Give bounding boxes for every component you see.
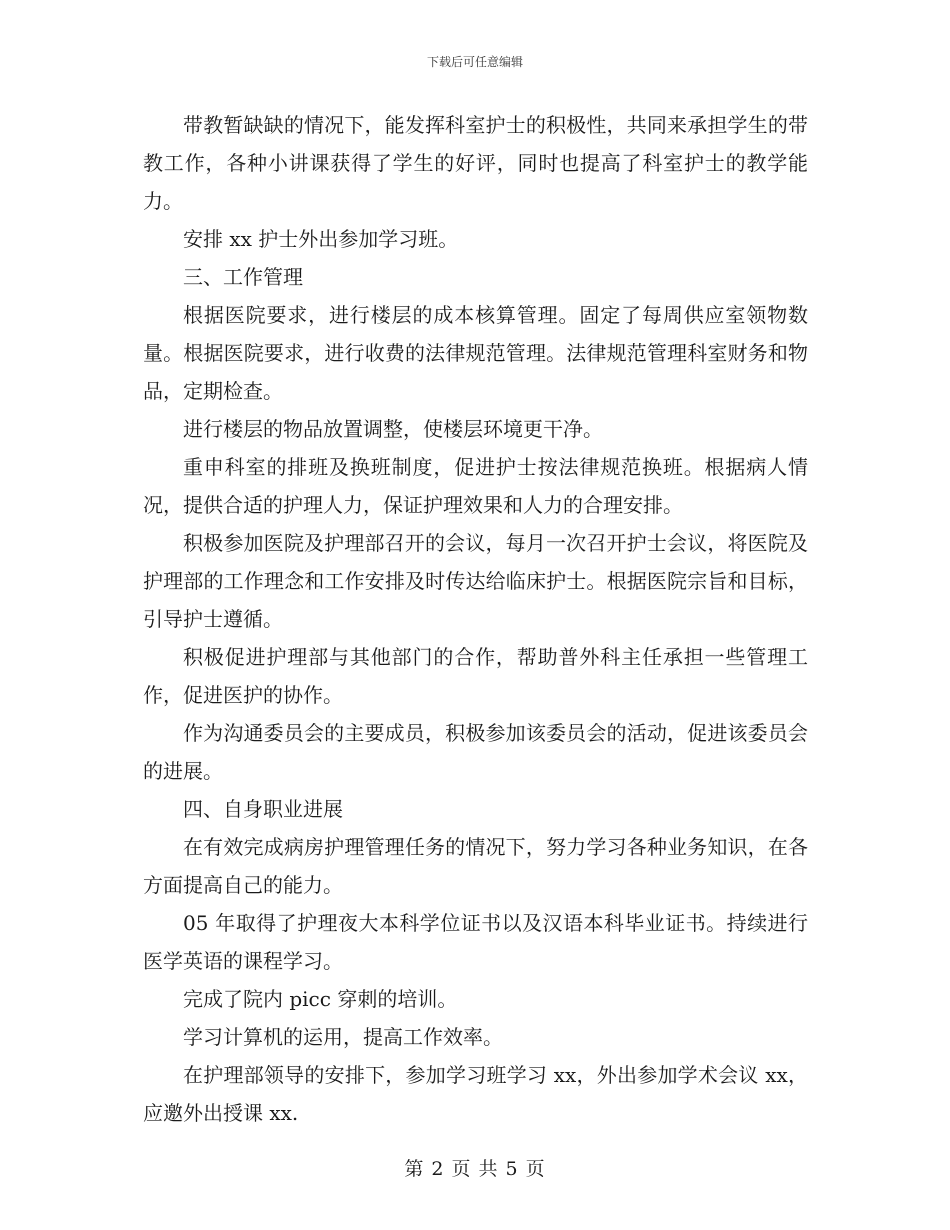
- section-heading: 三、工作管理: [183, 265, 303, 289]
- document-body: [143, 106, 808, 1132]
- paragraph: 积极促进护理部与其他部门的合作，帮助普外科主任承担一些管理工作，促进医护的协作。: [143, 645, 808, 707]
- paragraph: 在有效完成病房护理管理任务的情况下，努力学习各种业务知识，在各方面提高自己的能力。: [143, 835, 808, 897]
- paragraph: 带教暂缺缺的情况下，能发挥科室护士的积极性，共同来承担学生的带教工作，各种小讲课获得了学生的好评，同时也提高了科室护士的教学能力。: [143, 113, 808, 213]
- paragraph: 安排 xx 护士外出参加学习班。: [183, 227, 459, 251]
- paragraph: 05 年取得了护理夜大本科学位证书以及汉语本科毕业证书。持续进行医学英语的课程学习。: [143, 911, 808, 973]
- paragraph: 重申科室的排班及换班制度，促进护士按法律规范换班。根据病人情况，提供合适的护理人力，保证护理效果和人力的合理安排。: [143, 455, 808, 517]
- paragraph: 完成了院内 picc 穿刺的培训。: [183, 987, 458, 1011]
- paragraph: 进行楼层的物品放置调整，使楼层环境更干净。: [183, 417, 603, 441]
- paragraph: 作为沟通委员会的主要成员，积极参加该委员会的活动，促进该委员会的进展。: [143, 721, 808, 783]
- paragraph: 学习计算机的运用，提高工作效率。: [183, 1025, 503, 1049]
- page-number: 第 2 页 共 5 页: [404, 1158, 546, 1180]
- paragraph: 在护理部领导的安排下，参加学习班学习 xx，外出参加学术会议 xx，应邀外出授课 xx.: [143, 1063, 808, 1125]
- header-note: 下载后可任意编辑: [426, 55, 523, 69]
- section-heading: 四、自身职业进展: [183, 797, 343, 821]
- paragraph: 根据医院要求，进行楼层的成本核算管理。固定了每周供应室领物数量。根据医院要求，进行收费的法律规范管理。法律规范管理科室财务和物品，定期检查。: [143, 303, 808, 403]
- paragraph: 积极参加医院及护理部召开的会议，每月一次召开护士会议，将医院及护理部的工作理念和工作安排及时传达给临床护士。根据医院宗旨和目标，引导护士遵循。: [143, 531, 808, 631]
